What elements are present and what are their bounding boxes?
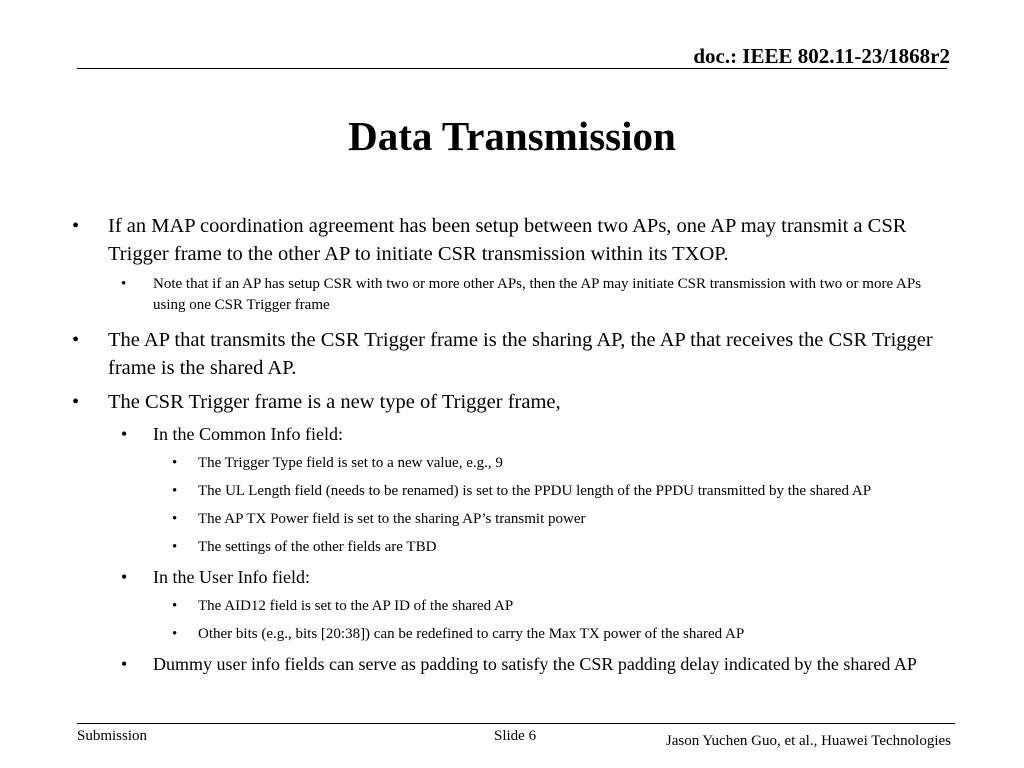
bullet-marker: • — [72, 215, 80, 237]
footer-submission: Submission — [77, 728, 148, 744]
bullet-text: The AP that transmits the CSR Trigger frame is the sharing AP, the AP that receives the CSR Trigger frame is the shared AP. — [108, 329, 933, 379]
bullet-level1 — [72, 388, 958, 416]
document-id: doc.: IEEE 802.11-23/1868r2 — [693, 44, 950, 68]
bullet-marker: • — [121, 567, 128, 587]
bullet-marker: • — [121, 276, 127, 292]
bullet-text: The settings of the other fields are TBD — [198, 539, 437, 555]
bullet-marker: • — [72, 391, 80, 413]
bullet-marker: • — [172, 455, 178, 471]
bullet-marker: • — [172, 511, 178, 527]
header-divider — [77, 68, 947, 69]
bullet-text: The CSR Trigger frame is a new type of Trigger frame, — [108, 391, 561, 413]
bullet-text: The UL Length field (needs to be renamed) is set to the PPDU length of the PPDU transmitted by the shared AP — [198, 483, 872, 499]
bullet-level2 — [121, 422, 951, 447]
bullet-text: The Trigger Type field is set to a new value, e.g., 9 — [198, 455, 503, 471]
bullet-level3 — [172, 509, 950, 530]
bullet-level1 — [72, 326, 958, 382]
footer-authors: Jason Yuchen Guo, et al., Huawei Technologies — [665, 733, 951, 749]
bullet-marker: • — [172, 626, 178, 642]
bullet-marker: • — [121, 654, 128, 674]
bullet-text: Dummy user info fields can serve as padding to satisfy the CSR padding delay indicated by the shared AP — [153, 654, 917, 674]
bullet-text: If an MAP coordination agreement has been setup between two APs, one AP may transmit a CSR Trigger frame to the other AP to initiate CSR transmission within its TXOP. — [108, 215, 907, 265]
bullet-text: In the Common Info field: — [153, 424, 343, 444]
bullet-text: Other bits (e.g., bits [20:38]) can be redefined to carry the Max TX power of the shared AP — [198, 626, 745, 642]
bullet-text: In the User Info field: — [153, 567, 310, 587]
bullet-marker: • — [172, 483, 178, 499]
footer-divider — [77, 723, 955, 724]
bullet-level3 — [172, 481, 950, 502]
bullet-level2 — [121, 652, 951, 677]
bullet-text: The AID12 field is set to the AP ID of the shared AP — [198, 598, 514, 614]
slide-title: Data Transmission — [348, 113, 676, 159]
bullet-marker: • — [72, 329, 80, 351]
bullet-level3 — [172, 537, 950, 558]
bullet-marker: • — [172, 598, 178, 614]
bullet-text: Note that if an AP has setup CSR with two or more other APs, then the AP may initiate CSR transmission with two or more APs using one CSR Trigger frame — [153, 276, 922, 313]
bullet-text: The AP TX Power field is set to the sharing AP’s transmit power — [198, 511, 586, 527]
bullet-level1 — [72, 212, 958, 268]
bullet-level3 — [172, 453, 950, 474]
bullet-level2 — [121, 274, 951, 316]
bullet-marker: • — [172, 539, 178, 555]
bullet-level2 — [121, 565, 951, 590]
bullet-level3 — [172, 624, 950, 645]
bullet-level3 — [172, 596, 950, 617]
slide-number: Slide 6 — [494, 728, 537, 744]
slide-content — [0, 212, 1024, 683]
bullet-marker: • — [121, 424, 128, 444]
